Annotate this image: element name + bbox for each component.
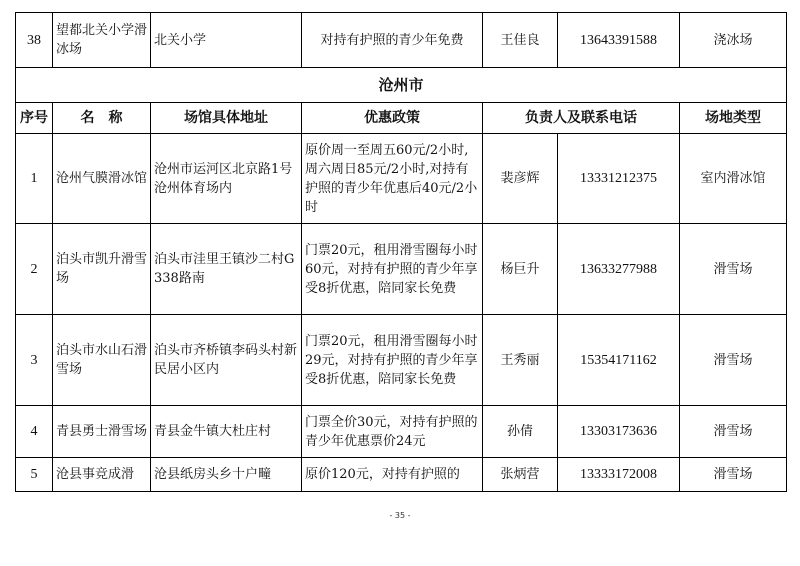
venue-address: 泊头市齐桥镇李码头村新民居小区内 [151,315,302,406]
venue-address: 北关小学 [151,13,302,68]
venue-name: 泊头市水山石滑雪场 [53,315,151,406]
venue-name: 青县勇士滑雪场 [53,406,151,458]
column-header-row [16,103,787,134]
row-number: 2 [16,224,53,315]
discount-policy: 对持有护照的青少年免费 [302,13,483,68]
page-number: - 35 - [389,511,411,520]
table-row [16,406,787,458]
contact-person: 裴彦辉 [483,134,558,224]
venue-type: 滑雪场 [680,458,787,492]
row-number: 4 [16,406,53,458]
venue-type: 滑雪场 [680,315,787,406]
venue-table [15,12,787,492]
city-title: 沧州市 [16,68,787,103]
header-contact: 负责人及联系电话 [483,103,680,134]
contact-phone: 13333172008 [558,458,680,492]
contact-person: 王佳良 [483,13,558,68]
contact-person: 孙倩 [483,406,558,458]
venue-address: 泊头市洼里王镇沙二村G338路南 [151,224,302,315]
city-header-row [16,68,787,103]
header-no: 序号 [16,103,53,134]
venue-address: 沧县纸房头乡十户疃 [151,458,302,492]
venue-type: 浇冰场 [680,13,787,68]
contact-phone: 13633277988 [558,224,680,315]
discount-policy: 门票20元，租用滑雪圈每小时29元，对持有护照的青少年享受8折优惠，陪同家长免费 [302,315,483,406]
venue-address: 沧州市运河区北京路1号沧州体育场内 [151,134,302,224]
discount-policy: 原价120元，对持有护照的 [302,458,483,492]
header-policy: 优惠政策 [302,103,483,134]
table-row [16,315,787,406]
contact-phone: 13643391588 [558,13,680,68]
venue-type: 室内滑冰馆 [680,134,787,224]
header-name: 名 称 [53,103,151,134]
row-number: 38 [16,13,53,68]
contact-person: 杨巨升 [483,224,558,315]
venue-type: 滑雪场 [680,224,787,315]
venue-name: 沧州气膜滑冰馆 [53,134,151,224]
contact-phone: 15354171162 [558,315,680,406]
venue-name: 望都北关小学滑冰场 [53,13,151,68]
table-row [16,134,787,224]
discount-policy: 门票20元，租用滑雪圈每小时60元，对持有护照的青少年享受8折优惠，陪同家长免费 [302,224,483,315]
row-number: 1 [16,134,53,224]
discount-policy: 原价周一至周五60元/2小时,周六周日85元/2小时,对持有护照的青少年优惠后40元/2小时 [302,134,483,224]
contact-person: 王秀丽 [483,315,558,406]
table-row [16,224,787,315]
venue-type: 滑雪场 [680,406,787,458]
venue-name: 泊头市凯升滑雪场 [53,224,151,315]
header-address: 场馆具体地址 [151,103,302,134]
table-row [16,13,787,68]
contact-phone: 13303173636 [558,406,680,458]
contact-phone: 13331212375 [558,134,680,224]
venue-name: 沧县事竞成滑 [53,458,151,492]
row-number: 5 [16,458,53,492]
contact-person: 张炳营 [483,458,558,492]
row-number: 3 [16,315,53,406]
table-row [16,458,787,492]
discount-policy: 门票全价30元，对持有护照的青少年优惠票价24元 [302,406,483,458]
venue-address: 青县金牛镇大杜庄村 [151,406,302,458]
header-type: 场地类型 [680,103,787,134]
